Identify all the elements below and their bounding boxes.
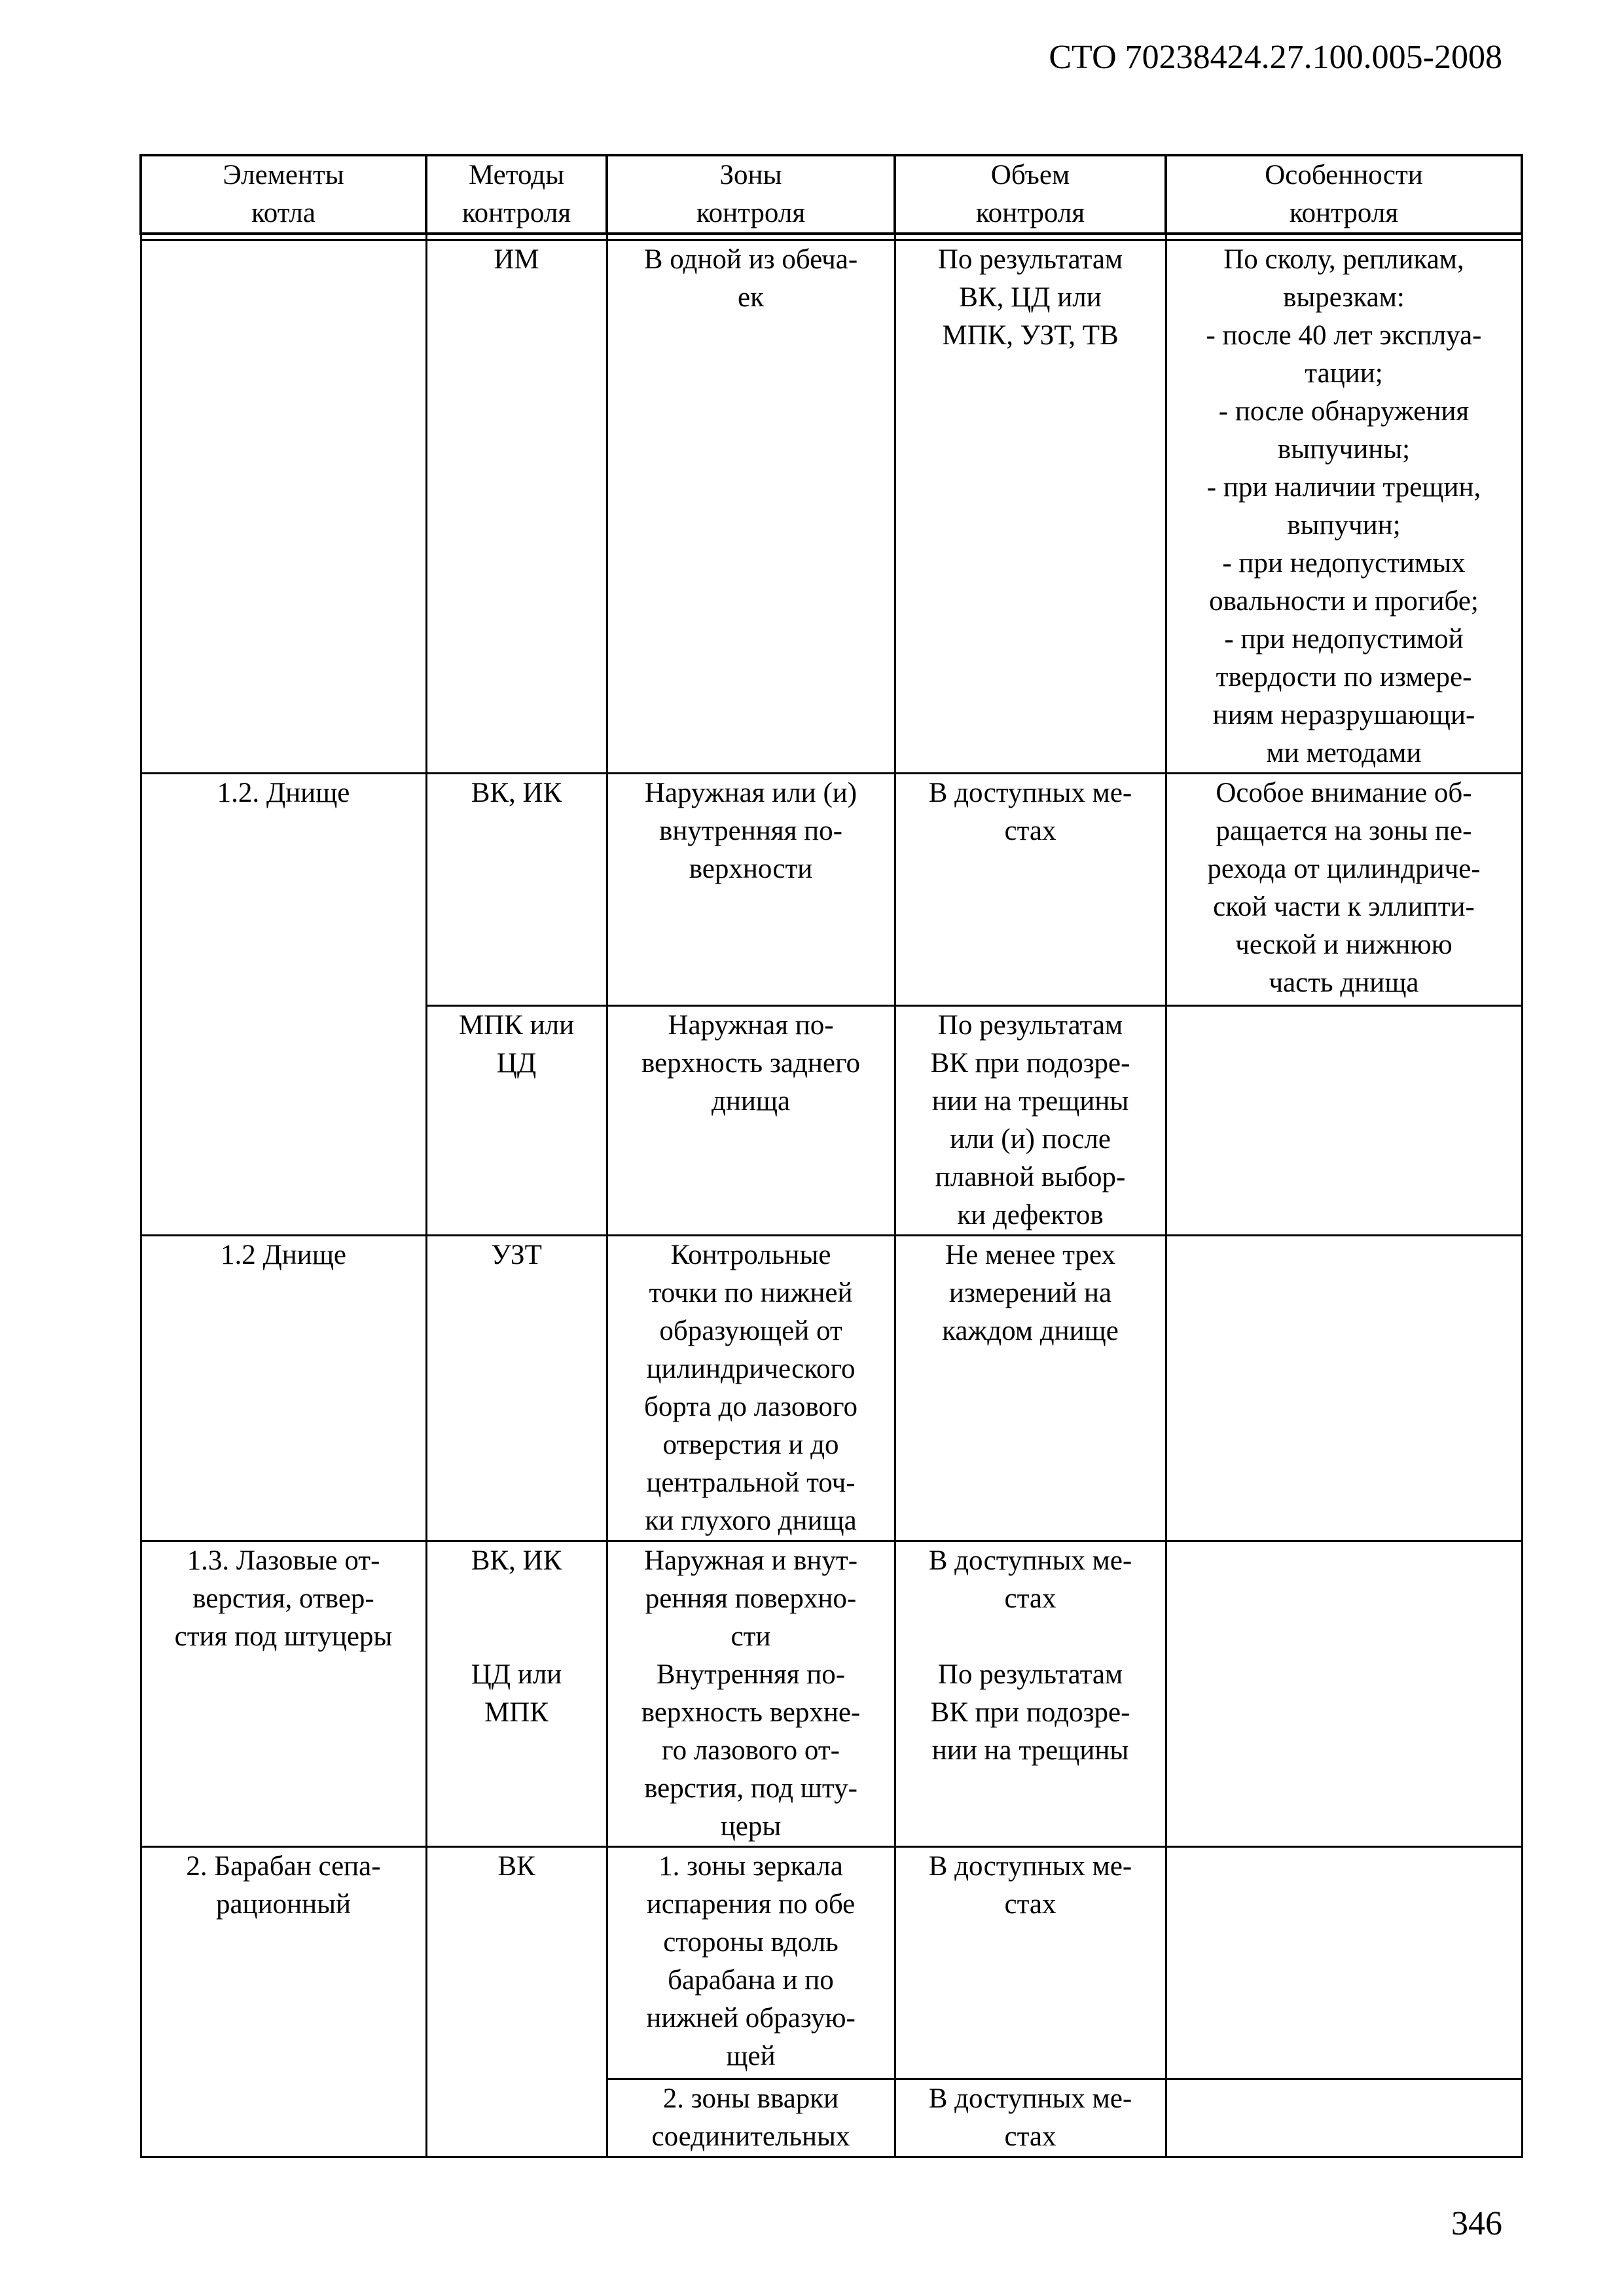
cell-line: тации;: [1305, 358, 1383, 389]
cell-zones: [607, 2079, 895, 2157]
cell-line: стия под штуцеры: [174, 1621, 393, 1652]
table-row: [141, 774, 1522, 1006]
cell-line: ЦД: [496, 1048, 537, 1079]
cell-zones: [607, 1236, 895, 1541]
cell-line: твердости по измере-: [1216, 662, 1472, 692]
cell-line: церы: [720, 1811, 782, 1842]
cell-line: Методы: [468, 160, 564, 190]
cell-line: выпучины;: [1277, 434, 1411, 465]
cell-line: Объем: [990, 160, 1070, 190]
cell-methods: [426, 1006, 607, 1236]
cell-line: отверстия и до: [662, 1429, 839, 1460]
cell-line: [437, 1618, 597, 1656]
cell-line: Контрольные: [670, 1240, 831, 1270]
cell-line: точки по нижней: [649, 1278, 853, 1308]
cell-line: Особенности: [1265, 160, 1423, 190]
table-header-row: [141, 155, 1522, 234]
cell-line: В доступных ме-: [928, 1545, 1132, 1576]
cell-line: [437, 1580, 597, 1618]
cell-line: вырезкам:: [1283, 282, 1405, 313]
cell-line: верхность верхне-: [641, 1697, 861, 1728]
header-separator: [141, 234, 1522, 240]
cell-line: верхности: [689, 853, 813, 884]
cell-line: 1.2. Днище: [217, 778, 350, 808]
cell-features: [1166, 1541, 1522, 1847]
cell-line: ческой и нижнюю: [1235, 929, 1453, 960]
cell-line: В доступных ме-: [928, 2083, 1132, 2114]
cell-line: стах: [1004, 1889, 1056, 1920]
header-volume: [895, 155, 1166, 234]
cell-line: Элементы: [223, 160, 344, 190]
cell-line: - при недопустимой: [1224, 624, 1464, 655]
cell-line: нии на трещины: [931, 1086, 1129, 1117]
cell-line: ВК, ИК: [471, 778, 562, 808]
cell-line: стах: [1004, 2121, 1056, 2152]
cell-line: соединительных: [651, 2121, 850, 2152]
cell-features: [1166, 2079, 1522, 2157]
cell-line: борта до лазового: [644, 1391, 857, 1422]
cell-line: 2. Барабан сепа-: [186, 1851, 381, 1882]
cell-line: нижней образую-: [646, 2003, 856, 2034]
table-row: [141, 240, 1522, 774]
cell-line: рехода от цилиндриче-: [1207, 853, 1481, 884]
cell-line: днища: [711, 1086, 791, 1117]
cell-line: УЗТ: [491, 1240, 542, 1270]
cell-line: или (и) после: [950, 1124, 1111, 1155]
cell-features: [1166, 1847, 1522, 2079]
cell-line: стах: [1004, 1583, 1056, 1614]
cell-line: ВК, ИК: [471, 1545, 562, 1576]
cell-line: щей: [726, 2041, 776, 2072]
cell-line: ниям неразрушающи-: [1212, 700, 1475, 730]
cell-line: ВК при подозре-: [930, 1048, 1130, 1079]
header-elements: [141, 155, 426, 234]
separator-cell: [607, 234, 895, 240]
cell-line: Зоны: [719, 160, 782, 190]
cell-line: ЦД или: [471, 1659, 562, 1690]
cell-line: овальности и прогибе;: [1209, 586, 1479, 617]
cell-line: В одной из обеча-: [643, 244, 858, 275]
cell-line: ренняя поверхно-: [645, 1583, 857, 1614]
cell-methods: [426, 774, 607, 1006]
cell-line: - после 40 лет эксплуа-: [1206, 320, 1482, 351]
separator-cell: [141, 234, 426, 240]
cell-line: стороны вдоль: [663, 1927, 839, 1958]
cell-line: сти: [731, 1621, 771, 1652]
cell-line: котла: [251, 198, 316, 228]
cell-zones: [607, 1847, 895, 2079]
page-number: 346: [1451, 2205, 1502, 2242]
cell-zones: [607, 240, 895, 774]
cell-line: каждом днище: [942, 1316, 1119, 1346]
cell-zones: [607, 774, 895, 1006]
header-features: [1166, 155, 1522, 234]
cell-line: контроля: [461, 198, 571, 228]
cell-methods: [426, 1236, 607, 1541]
cell-line: 1. зоны зеркала: [659, 1851, 843, 1882]
cell-methods: [426, 240, 607, 774]
cell-line: По результатам: [937, 1010, 1123, 1041]
cell-line: измерений на: [948, 1278, 1112, 1308]
cell-line: верстия, отвер-: [192, 1583, 374, 1614]
cell-line: ми методами: [1266, 738, 1422, 768]
cell-line: центральной точ-: [646, 1467, 856, 1498]
table-row: [141, 1236, 1522, 1541]
table-row: [141, 1847, 1522, 2079]
cell-line: [905, 1618, 1156, 1656]
cell-features: [1166, 240, 1522, 774]
cell-line: - при наличии трещин,: [1206, 472, 1481, 503]
separator-cell: [1166, 234, 1522, 240]
cell-line: ВК: [497, 1851, 535, 1882]
cell-line: выпучин;: [1287, 510, 1401, 541]
cell-line: Внутренняя по-: [656, 1659, 846, 1690]
cell-line: Наружная и внут-: [643, 1545, 858, 1576]
cell-volume: [895, 1236, 1166, 1541]
cell-line: ки глухого днища: [645, 1505, 857, 1536]
cell-line: МПК: [484, 1697, 549, 1728]
cell-line: образующей от: [659, 1316, 842, 1346]
header-zones: [607, 155, 895, 234]
cell-line: По результатам: [937, 244, 1123, 275]
cell-line: стах: [1004, 816, 1056, 846]
header-methods: [426, 155, 607, 234]
cell-volume: [895, 774, 1166, 1006]
cell-elements: [141, 1847, 426, 2157]
cell-line: В доступных ме-: [928, 778, 1132, 808]
cell-line: ВК, ЦД или: [959, 282, 1102, 313]
cell-line: ВК при подозре-: [930, 1697, 1130, 1728]
cell-elements: [141, 774, 426, 1236]
cell-line: испарения по обе: [646, 1889, 856, 1920]
cell-line: контроля: [975, 198, 1085, 228]
cell-features: [1166, 774, 1522, 1006]
cell-features: [1166, 1236, 1522, 1541]
cell-line: 1.2 Днище: [220, 1240, 347, 1270]
cell-line: ки дефектов: [957, 1200, 1104, 1230]
cell-volume: [895, 1006, 1166, 1236]
cell-volume: [895, 1847, 1166, 2079]
cell-line: рационный: [215, 1889, 352, 1920]
cell-line: барабана и по: [668, 1965, 834, 1996]
cell-line: ращается на зоны пе-: [1216, 816, 1472, 846]
cell-elements: [141, 1236, 426, 1541]
cell-line: верхность заднего: [641, 1048, 861, 1079]
cell-line: часть днища: [1269, 967, 1419, 998]
cell-line: - после обнаружения: [1218, 396, 1470, 427]
cell-line: - при недопустимых: [1222, 548, 1466, 579]
separator-cell: [895, 234, 1166, 240]
cell-methods: [426, 1541, 607, 1847]
inspection-table: [139, 154, 1523, 2158]
cell-line: Не менее трех: [945, 1240, 1115, 1270]
table-row: [141, 1541, 1522, 1847]
cell-line: По результатам: [937, 1659, 1123, 1690]
cell-zones: [607, 1541, 895, 1847]
cell-line: МПК, УЗТ, ТВ: [942, 320, 1119, 351]
cell-line: Особое внимание об-: [1216, 778, 1472, 808]
cell-elements: [141, 240, 426, 774]
cell-line: Наружная или (и): [644, 778, 857, 808]
cell-line: 2. зоны вварки: [662, 2083, 839, 2114]
cell-line: го лазового от-: [662, 1735, 840, 1766]
cell-line: нии на трещины: [931, 1735, 1129, 1766]
cell-line: Наружная по-: [668, 1010, 834, 1041]
cell-line: В доступных ме-: [928, 1851, 1132, 1882]
cell-line: цилиндрического: [646, 1354, 856, 1384]
cell-volume: [895, 1541, 1166, 1847]
cell-zones: [607, 1006, 895, 1236]
cell-line: 1.3. Лазовые от-: [187, 1545, 380, 1576]
cell-line: плавной выбор-: [935, 1162, 1126, 1193]
cell-line: ИМ: [494, 244, 539, 275]
cell-line: контроля: [696, 198, 806, 228]
cell-features: [1166, 1006, 1522, 1236]
cell-elements: [141, 1541, 426, 1847]
cell-line: По сколу, репликам,: [1223, 244, 1464, 275]
cell-line: МПК или: [458, 1010, 575, 1041]
cell-line: внутренняя по-: [659, 816, 842, 846]
cell-volume: [895, 240, 1166, 774]
cell-volume: [895, 2079, 1166, 2157]
cell-line: верстия, под шту-: [644, 1773, 857, 1804]
document-code: СТО 70238424.27.100.005-2008: [1049, 39, 1502, 76]
cell-line: ек: [738, 282, 764, 313]
separator-cell: [426, 234, 607, 240]
cell-line: контроля: [1289, 198, 1399, 228]
cell-methods: [426, 1847, 607, 2157]
cell-line: ской части к эллипти-: [1213, 891, 1475, 922]
